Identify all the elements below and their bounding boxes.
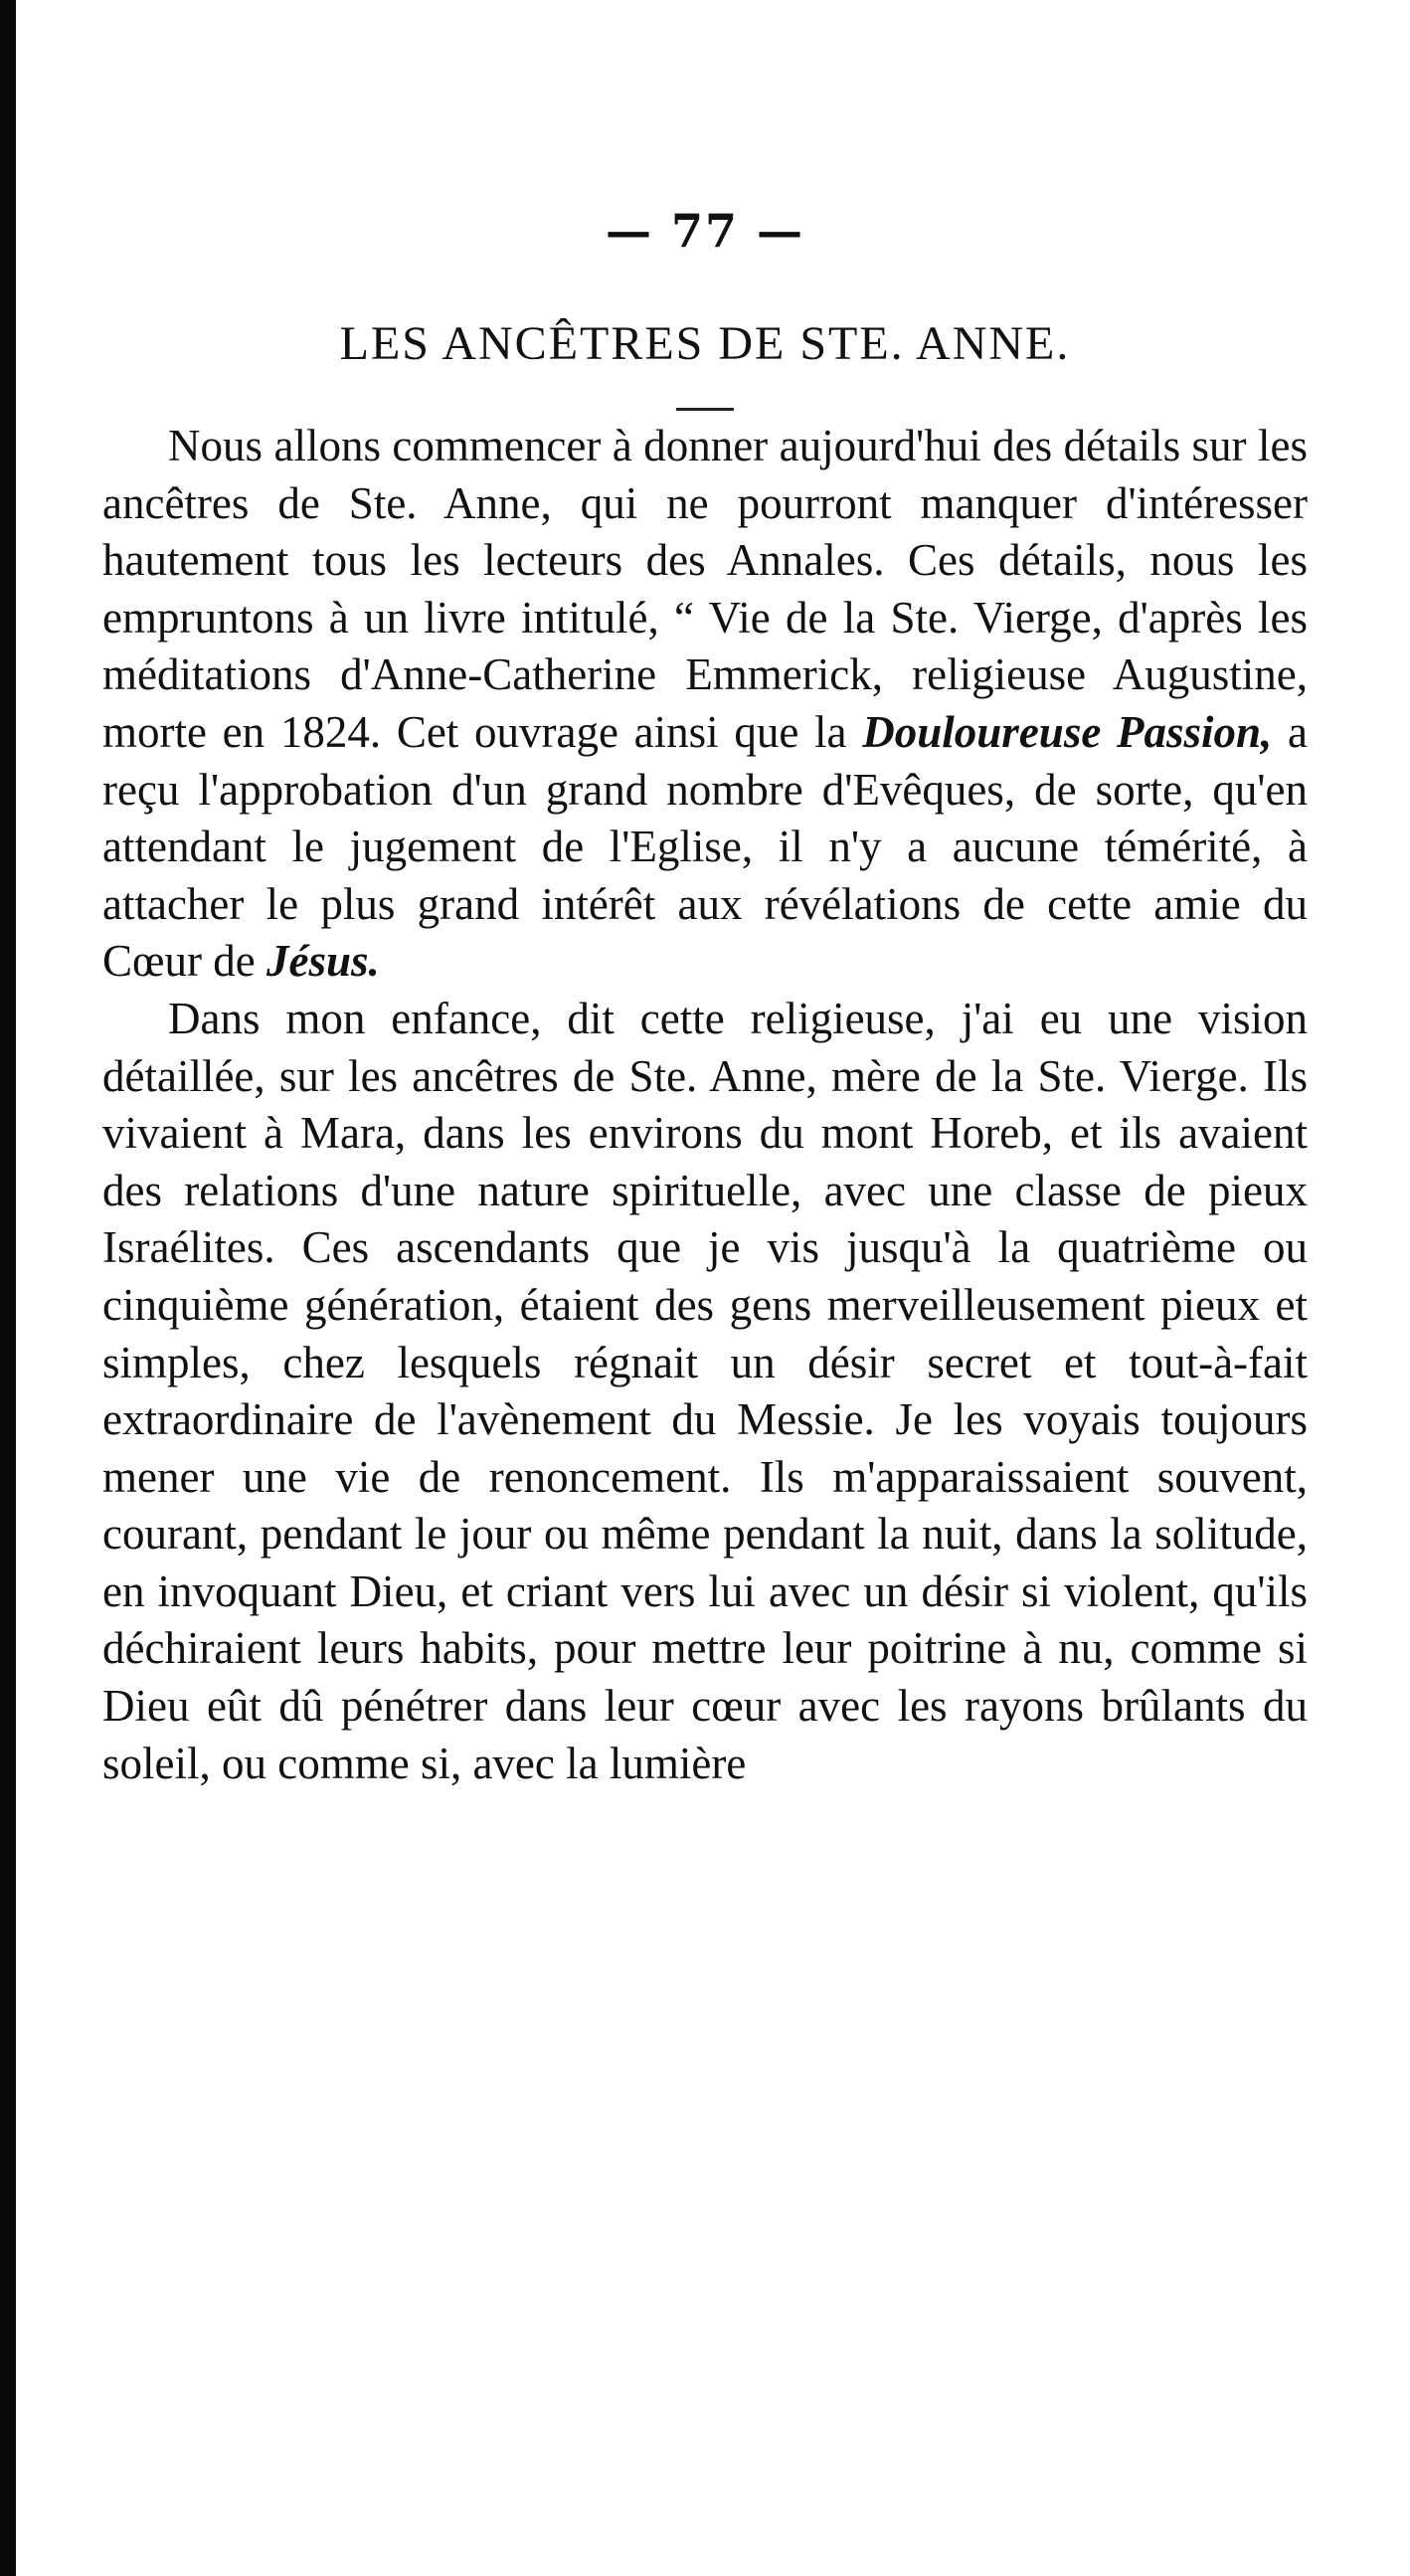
page-number: — 77 — bbox=[605, 204, 805, 258]
paragraph-1-text-a: Nous allons commencer à donner aujourd'hui des détails sur les ancêtres de Ste. Anne, qui ne pourront manquer d'intéresser hautement tous les lecteurs des Annales. Ces détails, nous les empruntons à un livre intitulé, “ Vie de la Ste. Vierge, d'après les méditations d'Anne-Catherine Emmerick, religieuse Augustine, morte en 1824. Cet ouvrage ainsi que la bbox=[102, 421, 1308, 757]
paragraph-1-italic-name: Jésus. bbox=[265, 936, 380, 987]
title-divider bbox=[676, 408, 734, 411]
chapter-title: LES ANCÊTRES DE STE. ANNE. bbox=[339, 317, 1071, 370]
paragraph-2: Dans mon enfance, dit cette religieuse, j'ai eu une vision détaillée, sur les ancêtres de Ste. Anne, mère de la Ste. Vierge. Ils vivaient à Mara, dans les environs du mont Horeb, et ils avaient des relations d'une nature spirituelle, avec une classe de pieux Israélites. Ces ascendants que je vis jusqu'à la quatrième ou cinquième génération, étaient des gens merveilleusement pieux et simples, chez lesquels régnait un désir secret et tout-à-fait extraordinaire de l'avènement du Messie. Je les voyais toujours mener une vie de renoncement. Ils m'apparaissaient souvent, courant, pendant le jour ou même pendant la nuit, dans la solitude, en invoquant Dieu, et criant vers lui avec un désir si violent, qu'ils déchiraient leurs habits, pour mettre leur poitrine à nu, comme si Dieu eût dû pénétrer dans leur cœur avec les rayons brûlants du soleil, ou comme si, avec la lumière bbox=[102, 993, 1308, 1788]
paragraph-1-text-b: a reçu l'approbation d'un grand nombre d'Evêques, de sorte, qu'en attendant le jugement de l'Eglise, il n'y a aucune témérité, à attacher le plus grand intérêt aux révélations de cette amie du Cœur de bbox=[102, 706, 1308, 987]
paragraph-1-italic-title: Douloureuse Passion, bbox=[862, 706, 1273, 757]
paragraph-1 bbox=[102, 418, 1308, 991]
body-text bbox=[102, 418, 1308, 1792]
page-binding-edge bbox=[0, 0, 16, 2576]
